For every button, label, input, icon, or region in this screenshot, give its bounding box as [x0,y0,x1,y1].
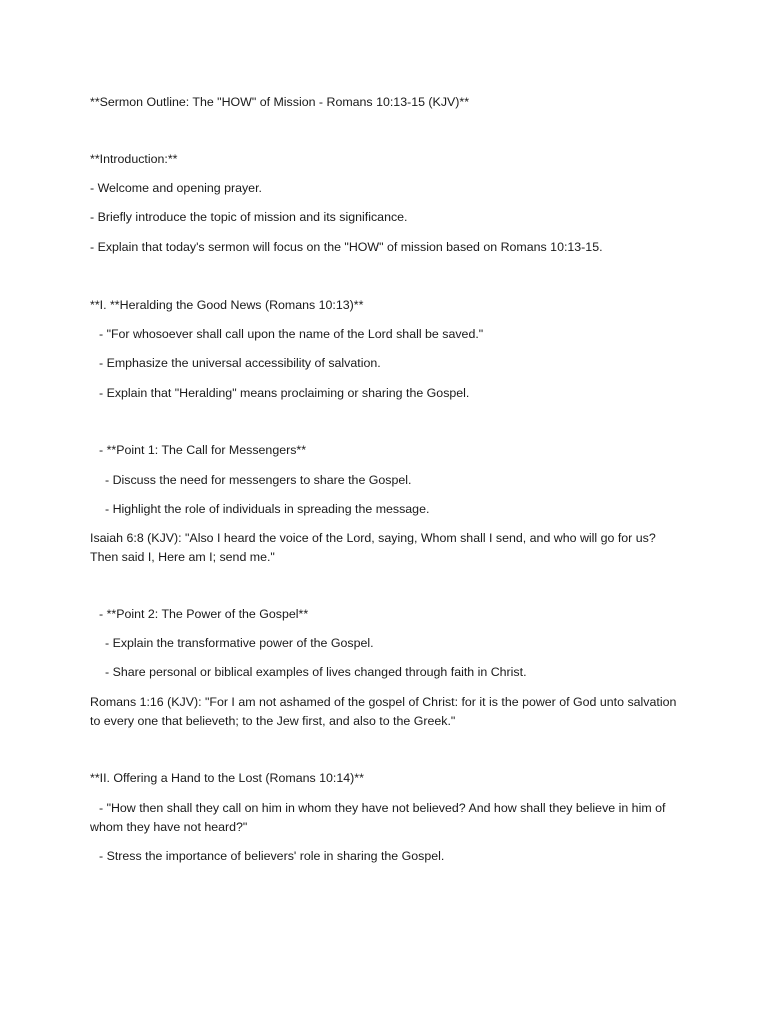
point1-verse: Isaiah 6:8 (KJV): "Also I heard the voice of the Lord, saying, Whom shall I send, and who will go for us? Then said I, Here am I; send me." [90,531,656,564]
introduction-heading: **Introduction:** [90,152,178,166]
section2-heading: **II. Offering a Hand to the Lost (Romans 10:14)** [90,771,364,785]
intro-item: - Explain that today's sermon will focus on the "HOW" of mission based on Romans 10:13-15. [90,240,603,254]
point2-item: - Explain the transformative power of the Gospel. [105,636,374,650]
point1-item: - Highlight the role of individuals in spreading the message. [105,502,430,516]
point1-item: - Discuss the need for messengers to share the Gospel. [105,473,412,487]
document-title: **Sermon Outline: The "HOW" of Mission - Romans 10:13-15 (KJV)** [90,95,470,109]
section1-item: - "For whosoever shall call upon the name of the Lord shall be saved." [99,327,484,341]
section1-item: - Emphasize the universal accessibility of salvation. [99,356,381,370]
point2-verse: Romans 1:16 (KJV): "For I am not ashamed of the gospel of Christ: for it is the power of God unto salvation to every one that believeth; to the Jew first, and also to the Greek." [90,695,677,728]
point2-heading: - **Point 2: The Power of the Gospel** [99,607,309,621]
intro-item: - Briefly introduce the topic of mission and its significance. [90,210,408,224]
section2-quote: - "How then shall they call on him in whom they have not believed? And how shall they believe in him of whom they have not heard?" [90,801,666,834]
section2-item: - Stress the importance of believers' role in sharing the Gospel. [99,849,445,863]
section1-item: - Explain that "Heralding" means proclaiming or sharing the Gospel. [99,386,470,400]
intro-item: - Welcome and opening prayer. [90,181,262,195]
section1-heading: **I. **Heralding the Good News (Romans 10:13)** [90,298,364,312]
point1-heading: - **Point 1: The Call for Messengers** [99,443,307,457]
point2-item: - Share personal or biblical examples of lives changed through faith in Christ. [105,665,527,679]
